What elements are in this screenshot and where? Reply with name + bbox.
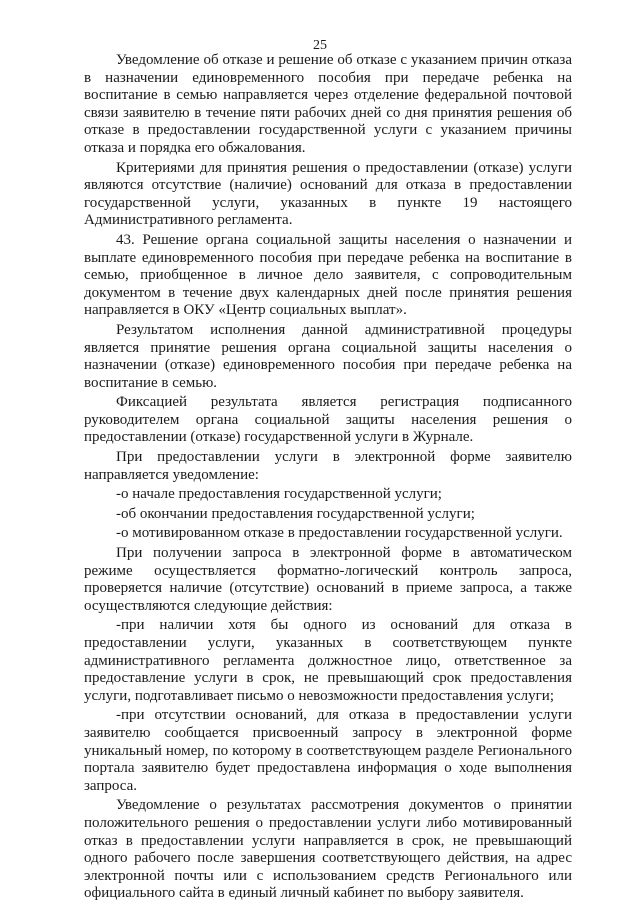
paragraph-refusal-notice: Уведомление об отказе и решение об отказе с указанием причин отказа в назначении единовременного пособия при передаче ребенка на воспитание в семью направляется через отделение федеральной почтовой связи заявителю в течение пяти рабочих дней со дня принятия решения об отказе в предоставлении государственной услуги с указанием причины отказа и порядка его обжалования. xyxy=(84,52,572,156)
list-item-grounds-present: -при наличии хотя бы одного из оснований для отказа в предоставлении услуги, указанных в соответствующем пункте административного регламента должностное лицо, ответственное за предоставление услуги в срок, не превышающий срок предоставления услуги, подготавливает письмо о невозможности предоставления услуги; xyxy=(84,617,572,704)
document-body xyxy=(84,52,572,905)
paragraph-procedure-result: Результатом исполнения данной административной процедуры является принятие решения органа социальной защиты населения о назначении (отказе) единовременного пособия при передаче ребенка на воспитание в семью. xyxy=(84,321,572,391)
paragraph-result-recording: Фиксацией результата является регистрация подписанного руководителем органа социальной защиты населения решения о предоставлении (отказе) государственной услуги в Журнале. xyxy=(84,394,572,446)
paragraph-results-notification: Уведомление о результатах рассмотрения документов о принятии положительного решения о предоставлении услуги либо мотивированный отказ в предоставлении услуги направляется в срок, не превышающий одного рабочего после завершения соответствующего действия, на адрес электронной почты или с использованием средств Регионального или официального сайта в единый личный кабинет по выбору заявителя. xyxy=(84,797,572,902)
page-number: 25 xyxy=(313,38,327,53)
list-item-grounds-absent: -при отсутствии оснований, для отказа в предоставлении услуги заявителю сообщается присвоенный запросу в электронной форме уникальный номер, по которому в соответствующем разделе Регионального портала заявителю будет предоставлена информация о ходе выполнения запроса. xyxy=(84,707,572,794)
paragraph-electronic-notification: При предоставлении услуги в электронной форме заявителю направляется уведомление: xyxy=(84,449,572,483)
list-item-refusal: -о мотивированном отказе в предоставлении государственной услуги. xyxy=(116,525,563,542)
paragraph-electronic-request: При получении запроса в электронной форме в автоматическом режиме осуществляется форматно-логический контроль запроса, проверяется наличие (отсутствие) оснований в приеме запроса, а также осуществляются следующие действия: xyxy=(84,545,572,614)
list-item-start: -о начале предоставления государственной услуги; xyxy=(116,486,442,503)
paragraph-decision-criteria: Критериями для принятия решения о предоставлении (отказе) услуги являются отсутствие (наличие) оснований для отказа в предоставлении государственной услуги, указанных в пункте 19 настоящего Административного регламента. xyxy=(84,159,572,229)
list-item-end: -об окончании предоставления государственной услуги; xyxy=(116,505,475,522)
paragraph-item-43: 43. Решение органа социальной защиты населения о назначении и выплате единовременного пособия при передаче ребенка на воспитание в семью, приобщенное в личное дело заявителя, с сопроводительным документом в течение двух календарных дней после принятия решения направляется в ОКУ «Центр социальных выплат». xyxy=(84,231,572,319)
